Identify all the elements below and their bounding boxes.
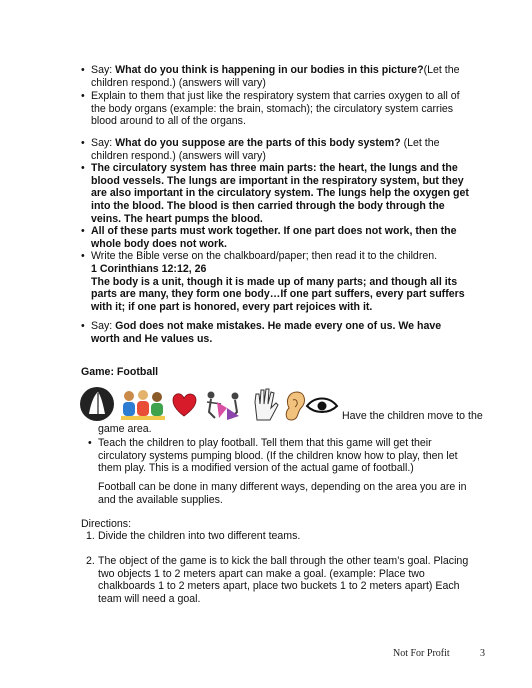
- praying-hands-icon: [80, 387, 114, 421]
- text-line: Divide the children into two different teams.: [98, 530, 301, 542]
- text-line: [91, 276, 481, 289]
- bold-run: 1 Corinthians 12:12, 26: [91, 262, 207, 275]
- text-line: [91, 175, 481, 188]
- text-line: two objects 1 to 2 meters apart can make a goal. (example: Place two: [98, 567, 425, 580]
- text-run: Say:: [91, 64, 116, 76]
- bullet-glyph: •: [81, 225, 85, 238]
- text-line: circulatory systems pumping blood. (If the children know how to play, then let: [98, 449, 458, 462]
- bullet-glyph: •: [81, 162, 85, 175]
- bullet-glyph: •: [81, 137, 85, 149]
- hand-icon: [255, 389, 278, 420]
- text-line: [91, 77, 481, 90]
- text-line: [91, 115, 481, 128]
- bold-run: What do you think is happening in our bodies in this picture?: [115, 64, 424, 76]
- bold-run: veins. The heart pumps the blood.: [91, 212, 263, 225]
- text-run: Say:: [91, 320, 116, 332]
- bold-run: All of these parts must work together. If one part does not work, then the: [91, 225, 457, 238]
- bold-run: God does not make mistakes. He made every one of us. We have: [115, 320, 442, 332]
- note-paragraph: [98, 481, 483, 506]
- text-line: [91, 137, 481, 150]
- bullet-item: [88, 437, 488, 475]
- text-line: [91, 288, 481, 301]
- text-line: [91, 238, 481, 251]
- icon-caption-continued: game area.: [98, 423, 152, 435]
- text-line: The object of the game is to kick the ball through the other team’s goal. Placing: [98, 555, 469, 567]
- children-group-icon: [121, 390, 165, 420]
- heart-icon: [173, 394, 196, 416]
- bullet-item: [81, 225, 481, 250]
- bold-run: whole body does not work.: [91, 237, 227, 250]
- text-line: [91, 187, 481, 200]
- bold-run: What do you suppose are the parts of this body system?: [115, 137, 401, 149]
- text-line: [91, 200, 481, 213]
- text-line: and the available supplies.: [98, 493, 223, 506]
- text-line: [91, 150, 481, 163]
- page-number: 3: [480, 648, 485, 659]
- text-run: blood around to all of the organs.: [91, 115, 246, 128]
- bullet-item: [81, 137, 481, 162]
- bullet-item: [81, 320, 481, 345]
- bullet-item: [81, 162, 481, 225]
- text-run: (Let the: [423, 64, 460, 76]
- bold-run: The circulatory system has three main parts: the heart, the lungs and the: [91, 162, 458, 175]
- bold-run: into the blood. The blood is then carried through the body through the: [91, 199, 445, 212]
- bullet-item: [81, 64, 481, 89]
- bullet-item: [81, 250, 481, 313]
- kneeling-figures-icon: [207, 392, 239, 421]
- direction-number: 2.: [86, 555, 95, 567]
- text-line: [91, 333, 481, 346]
- ear-icon: [286, 392, 304, 420]
- icon-caption: Have the children move to the: [342, 410, 483, 422]
- direction-number: 1.: [86, 530, 95, 542]
- directions-label: Directions:: [81, 518, 132, 530]
- text-line: [91, 263, 481, 276]
- text-run: (Let the: [400, 137, 440, 149]
- text-run: Say:: [91, 137, 116, 149]
- bold-run: with it; if one part is honored, every part rejoices with it.: [91, 300, 373, 313]
- footer-left: Not For Profit: [393, 648, 450, 659]
- direction-item: [86, 555, 483, 605]
- text-line: team will need a goal.: [98, 592, 201, 605]
- text-line: [91, 103, 481, 116]
- bullet-glyph: •: [88, 437, 92, 449]
- bold-run: The body is a unit, though it is made up of many parts; and though all its: [91, 275, 458, 288]
- text-line: chalkboards 1 to 2 meters apart, place two buckets 1 to 2 meters apart) Each: [98, 580, 460, 593]
- text-run: Explain to them that just like the respiratory system that carries oxygen to all of: [91, 90, 460, 103]
- bold-run: parts are many, they form one body…If one part suffers, every part suffers: [91, 288, 465, 301]
- bullet-glyph: •: [81, 250, 85, 263]
- bullet-glyph: •: [81, 64, 85, 76]
- text-line: [91, 213, 481, 226]
- text-line: them play. This is a modified version of the actual game of football.): [98, 462, 414, 475]
- text-line: [91, 250, 481, 263]
- text-line: [91, 162, 481, 175]
- text-run: Write the Bible verse on the chalkboard/paper; then read it to the children.: [91, 250, 438, 263]
- text-line: [91, 225, 481, 238]
- clipart-icons-strip: [79, 384, 339, 424]
- bold-run: are also important in the circulatory system. The lungs help the oxygen get: [91, 187, 469, 200]
- bullet-glyph: •: [81, 90, 85, 103]
- bold-run: blood vessels. The lungs are important in the respiratory system, but they: [91, 174, 464, 187]
- text-run: children respond.) (answers will vary): [91, 149, 266, 162]
- game-heading: Game: Football: [81, 366, 159, 378]
- text-line: [91, 301, 481, 314]
- text-run: the body organs (example: the brain, stomach); the circulatory system carries: [91, 102, 454, 115]
- text-line: Football can be done in many different ways, depending on the area you are in: [98, 481, 467, 493]
- text-line: [91, 64, 481, 77]
- text-line: Teach the children to play football. Tell them that this game will get their: [98, 437, 432, 449]
- text-line: [91, 90, 481, 103]
- bullet-item: [81, 90, 481, 128]
- bold-run: worth and He values us.: [91, 332, 213, 345]
- text-line: [91, 320, 481, 333]
- text-run: children respond.) (answers will vary): [91, 76, 266, 89]
- direction-item: [86, 530, 483, 543]
- bullet-glyph: •: [81, 320, 85, 332]
- eye-icon: [307, 399, 337, 413]
